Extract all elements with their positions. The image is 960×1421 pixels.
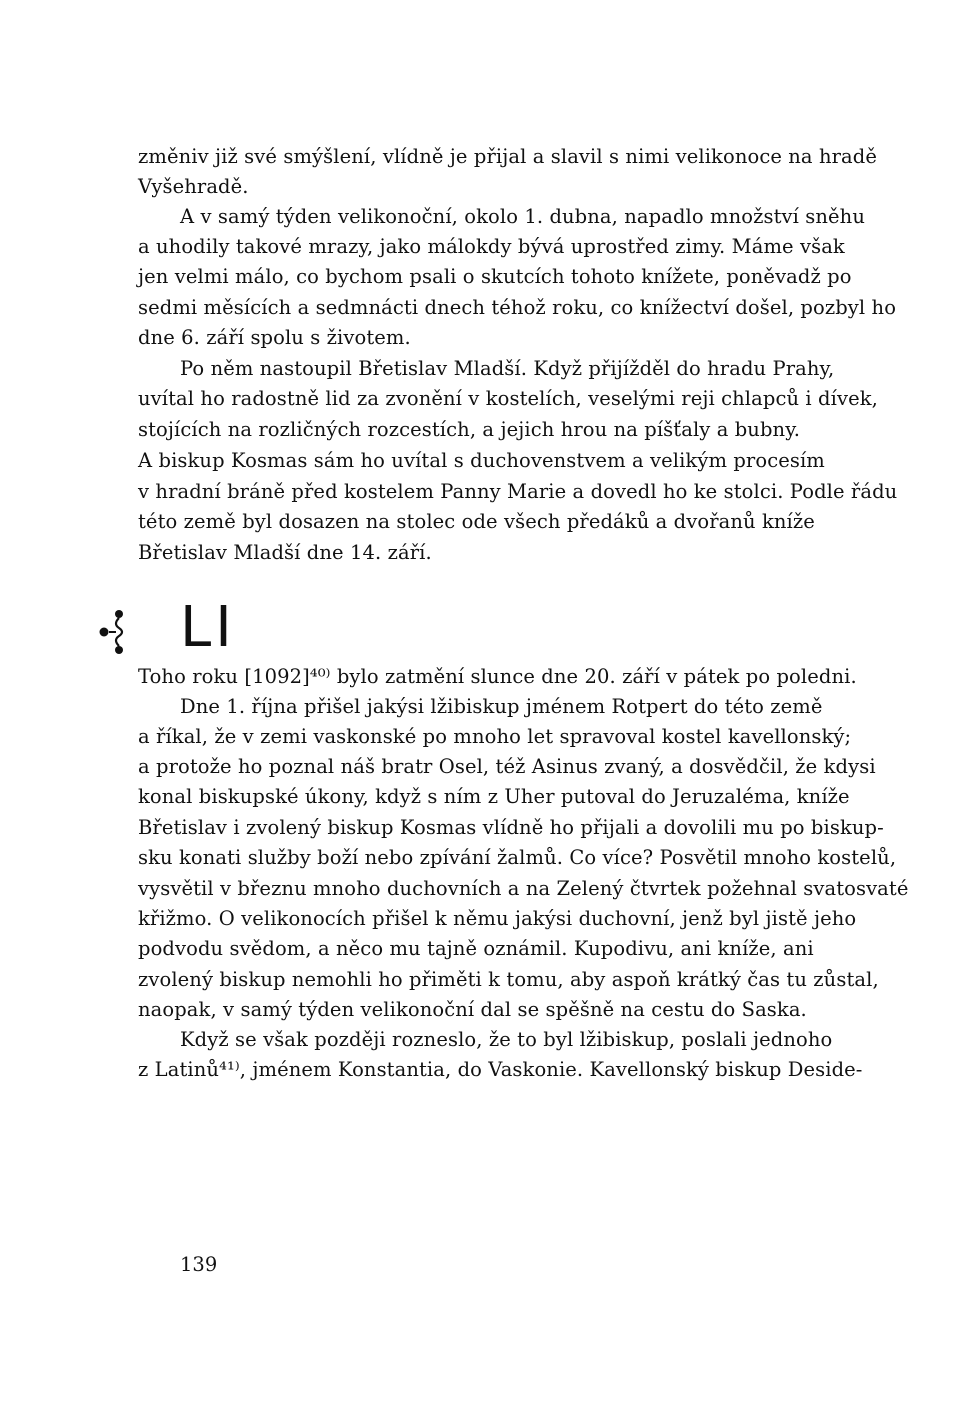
text-line: A biskup Kosmas sám ho uvítal s duchovenstvem a velikým procesím	[138, 449, 825, 472]
text-line: Dne 1. října přišel jakýsi lžibiskup jménem Rotpert do této země	[180, 695, 823, 718]
text-line: dne 6. září spolu s životem.	[138, 326, 411, 349]
text-line: Po něm nastoupil Břetislav Mladší. Když přijížděl do hradu Prahy,	[180, 357, 835, 380]
text-line: konal biskupské úkony, když s ním z Uher putoval do Jeruzaléma, kníže	[138, 785, 850, 808]
text-line: a uhodily takové mrazy, jako málokdy bývá uprostřed zimy. Máme však	[138, 235, 845, 258]
text-line: naopak, v samý týden velikonoční dal se spěšně na cestu do Saska.	[138, 998, 807, 1021]
text-line: v hradní bráně před kostelem Panny Marie a dovedl ho ke stolci. Podle řádu	[138, 480, 898, 503]
text-line: sku konati služby boží nebo zpívání žalmů. Co více? Posvětil mnoho kostelů,	[138, 846, 897, 869]
text-line: uvítal ho radostně lid za zvonění v kostelích, veselými reji chlapců i dívek,	[138, 387, 878, 410]
text-line: křižmo. O velikonocích přišel k němu jakýsi duchovní, jenž byl jistě jeho	[138, 907, 857, 930]
fleuron-ornament-icon	[98, 606, 128, 658]
text-line: této země byl dosazen na stolec ode všech předáků a dvořanů kníže	[138, 510, 815, 533]
text-line: Břetislav Mladší dne 14. září.	[138, 541, 432, 564]
text-line: a protože ho poznal náš bratr Osel, též Asinus zvaný, a dosvědčil, že kdysi	[138, 755, 876, 778]
text-line: Když se však později rozneslo, že to byl lžibiskup, poslali jednoho	[180, 1028, 833, 1051]
page-number: 139	[180, 1253, 218, 1276]
text-line: vysvětil v březnu mnoho duchovních a na Zelený čtvrtek požehnal svatosvaté	[138, 877, 909, 900]
text-line: stojících na rozličných rozcestích, a jejich hrou na píšťaly a bubny.	[138, 418, 801, 441]
text-line: jen velmi málo, co bychom psali o skutcích tohoto knížete, poněvadž po	[138, 265, 852, 288]
text-line: z Latinů⁴¹⁾, jménem Konstantia, do Vaskonie. Kavellonský biskup Deside-	[138, 1058, 863, 1081]
text-line: podvodu svědom, a něco mu tajně oznámil. Kupodivu, ani kníže, ani	[138, 937, 814, 960]
text-line: a říkal, že v zemi vaskonské po mnoho let spravoval kostel kavellonský;	[138, 725, 852, 748]
text-line: Vyšehradě.	[138, 175, 249, 198]
text-line: Břetislav i zvolený biskup Kosmas vlídně ho přijali a dovolili mu po biskup-	[138, 816, 884, 839]
text-line: Toho roku [1092]⁴⁰⁾ bylo zatmění slunce dne 20. září v pátek po poledni.	[138, 665, 857, 688]
text-line: sedmi měsících a sedmnácti dnech téhož roku, co knížectví došel, pozbyl ho	[138, 296, 897, 319]
text-line: zvolený biskup nemohli ho přiměti k tomu, aby aspoň krátký čas tu zůstal,	[138, 968, 879, 991]
text-line: změniv již své smýšlení, vlídně je přijal a slavil s nimi velikonoce na hradě	[138, 145, 877, 168]
text-line: A v samý týden velikonoční, okolo 1. dubna, napadlo množství sněhu	[180, 205, 865, 228]
chapter-title: LI	[180, 595, 236, 660]
